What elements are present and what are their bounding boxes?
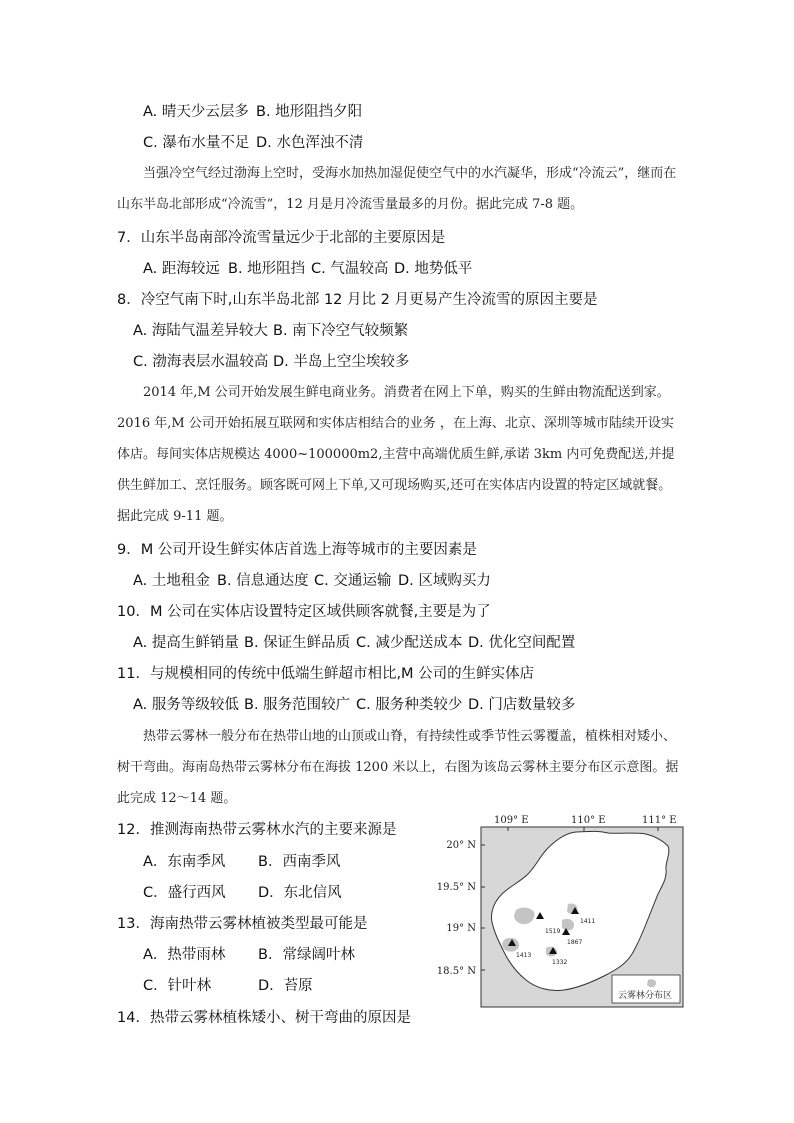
passage-cloud-forest: 热带云雾林一般分布在热带山地的山顶或山脊，有持续性或季节性云雾覆盖，植株相对矮小、树干弯曲。海南岛热带云雾林分布在海拔 1200 米以上，右图为该岛云雾林主要分布区示意图。据此完成 12～14 题。 <box>117 729 679 806</box>
passage-m-company: 2014 年,M 公司开始发展生鲜电商业务。消费者在网上下单，购买的生鲜由物流配送到家。2016 年,M 公司开始拓展互联网和实体店相结合的业务 ，在上海、北京、深圳等城市陆续开设实体店。每间实体店规模达 4000~100000m2,主营中高端优质生鲜,承诺 3km 内可免费配送,并提供生鲜加工、烹饪服务。顾客既可网上下单,又可现场购买,还可在实体店内设置的特定区域就餐。据此完成 9-11 题。 <box>117 385 675 524</box>
q8-option-b: B. 南下冷空气较频繁 <box>273 323 409 339</box>
q10-option-c: C. 减少配送成本 <box>356 635 463 651</box>
q9-option-b: B. 信息通达度 <box>217 573 309 589</box>
q10-option-d: D. 优化空间配置 <box>468 635 576 651</box>
q13-option-b: B．常绿阔叶林 <box>258 947 355 963</box>
hainan-cloud-forest-map <box>436 812 696 1012</box>
lon-label-110: 110° E <box>571 815 606 826</box>
q11-option-c: C. 服务种类较少 <box>356 697 463 713</box>
q8-stem: 8．冷空气南下时,山东半岛北部 12 月比 2 月更易产生冷流雪的原因主要是 <box>117 292 598 308</box>
q14-stem: 14．热带云雾林植株矮小、树干弯曲的原因是 <box>117 1010 411 1026</box>
peak-label-1411: 1411 <box>580 918 596 925</box>
legend-label: 云雾林分布区 <box>618 991 673 1001</box>
q10-stem: 10．M 公司在实体店设置特定区域供顾客就餐,主要是为了 <box>117 604 491 620</box>
passage-cold-flow-snow: 当强冷空气经过渤海上空时，受海水加热加湿促使空气中的水汽凝华，形成“冷流云”，继而在山东半岛北部形成“冷流雪”，12 月是月冷流雪量最多的月份。据此完成 7-8 题。 <box>117 166 677 212</box>
q12-options-row1 <box>143 852 340 872</box>
q7-stem: 7．山东半岛南部冷流雪量远少于北部的主要原因是 <box>117 230 446 246</box>
q9-option-a: A. 土地租金 <box>133 573 210 589</box>
lat-label-18-5: 18.5° N <box>436 966 476 977</box>
q8-option-c: C. 渤海表层水温较高 <box>133 354 269 370</box>
lat-label-20: 20° N <box>446 840 476 851</box>
q12-option-c: C．盛行西风 <box>143 885 226 901</box>
q9-option-c: C. 交通运输 <box>314 573 392 589</box>
q13-option-a: A．热带雨林 <box>143 947 226 963</box>
q7-option-c: C. 气温较高 <box>311 261 389 277</box>
lat-label-19: 19° N <box>446 923 476 934</box>
q9-options <box>133 571 491 591</box>
q12-option-d: D．东北信风 <box>258 885 342 901</box>
q6-option-a: A. 晴天少云层多 <box>143 104 249 120</box>
q8-options-row1 <box>133 321 408 341</box>
q7-option-a: A. 距海较远 <box>143 261 220 277</box>
q7-option-d: D. 地势低平 <box>394 261 473 277</box>
q10-options <box>133 633 575 653</box>
q10-option-a: A. 提高生鲜销量 <box>133 635 239 651</box>
lon-label-111: 111° E <box>642 815 677 826</box>
q6-option-c: C. 瀑布水量不足 <box>143 135 250 151</box>
q6-options-row1 <box>143 102 362 122</box>
peak-label-1332: 1332 <box>552 959 568 966</box>
q12-option-a: A．东南季风 <box>143 854 226 870</box>
lat-label-19-5: 19.5° N <box>436 882 476 893</box>
q6-option-b: B. 地形阻挡夕阳 <box>256 104 363 120</box>
q10-option-b: B. 保证生鲜品质 <box>244 635 351 651</box>
q8-option-a: A. 海陆气温差异较大 <box>133 323 268 339</box>
q13-options-row1 <box>143 945 355 965</box>
q12-options-row2 <box>143 883 342 903</box>
q11-options <box>133 695 575 715</box>
q12-option-b: B．西南季风 <box>258 854 341 870</box>
q6-options-row2 <box>143 133 363 153</box>
q11-option-a: A. 服务等级较低 <box>133 697 239 713</box>
q7-options <box>143 259 472 279</box>
q11-option-b: B. 服务范围较广 <box>244 697 351 713</box>
q11-stem: 11．与规模相同的传统中低端生鲜超市相比,M 公司的生鲜实体店 <box>117 666 535 682</box>
q13-option-c: C．针叶林 <box>143 978 212 994</box>
peak-label-1519: 1519 <box>545 928 561 935</box>
q8-option-d: D. 半岛上空尘埃较多 <box>273 354 410 370</box>
lon-label-109: 109° E <box>494 815 529 826</box>
q9-stem: 9．M 公司开设生鲜实体店首选上海等城市的主要因素是 <box>117 542 477 558</box>
q13-options-row2 <box>143 976 313 996</box>
q13-stem: 13．海南热带云雾林植被类型最可能是 <box>117 916 368 932</box>
q12-stem: 12．推测海南热带云雾林水汽的主要来源是 <box>117 822 397 838</box>
q9-option-d: D. 区域购买力 <box>398 573 491 589</box>
q6-option-d: D. 水色浑浊不清 <box>256 135 364 151</box>
peak-label-1867: 1867 <box>567 939 583 946</box>
q13-option-d: D．苔原 <box>258 978 313 994</box>
legend-swatch <box>647 979 656 987</box>
q8-options-row2 <box>133 352 409 372</box>
q7-option-b: B. 地形阻挡 <box>228 261 306 277</box>
peak-label-1413: 1413 <box>516 952 532 959</box>
map-svg <box>436 812 696 1012</box>
q11-option-d: D. 门店数量较多 <box>468 697 576 713</box>
